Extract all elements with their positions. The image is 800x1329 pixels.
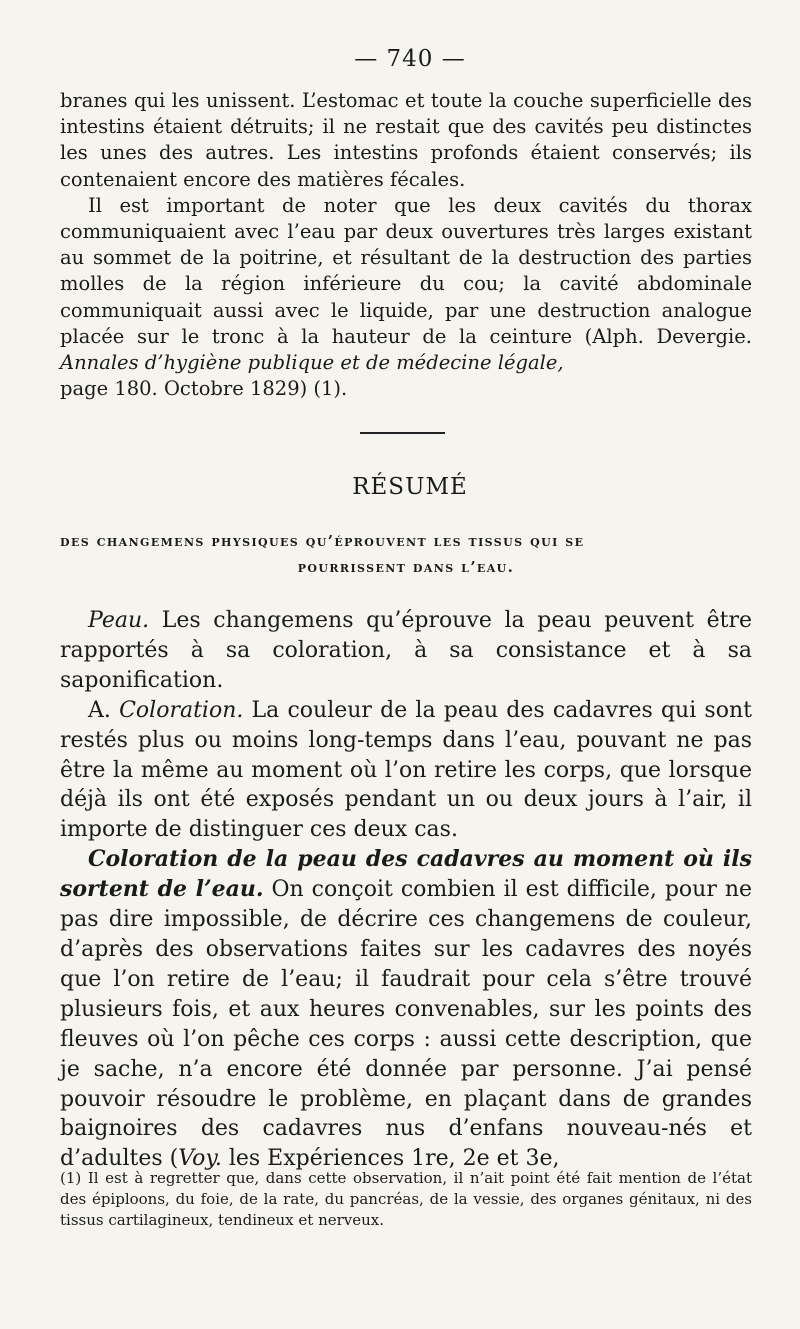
page-number: — 740 — bbox=[354, 46, 466, 72]
paragraph-coloration bbox=[60, 696, 752, 846]
coloration-prefix: A. bbox=[88, 697, 111, 723]
peau-label: Peau. bbox=[88, 608, 150, 633]
coloration-sortie-label: Coloration de la peau des cadavres au moment où ils sortent de l’eau. bbox=[60, 846, 752, 903]
voy-abbrev: Voy. bbox=[178, 1146, 222, 1172]
citation-title: Annales d’hygiène publique et de médecine légale, bbox=[60, 351, 564, 375]
peau-text: Les changemens qu’éprouve la peau peuvent être rapportés à sa coloration, à sa consistance et à sa saponification. bbox=[60, 608, 752, 693]
coloration-label: Coloration. bbox=[119, 697, 244, 723]
coloration-text: La couleur de la peau des cadavres qui sont restés plus ou moins long-temps dans l’eau, pouvant ne pas être la même au moment où l’on retire les corps, que lorsque déjà ils ont été exposés pendant un ou deux jours à l’air, il importe de distinguer ces deux cas. bbox=[60, 697, 752, 843]
section-subtitle-line1: des changemens physiques qu’éprouvent les tissus qui se bbox=[60, 532, 585, 550]
coloration-sortie-text: On conçoit combien il est difficile, pour ne pas dire impossible, de décrire ces changemens de couleur, d’après des observations faites sur les cadavres des noyés que l’on retire de l’eau; il faudrait pour cela s’être trouvé plusieurs fois, et aux heures convenables, sur les points des fleuves où l’on pêche ces corps : aussi cette description, que je sache, n’a encore été donnée par personne. J’ai pensé pouvoir résoudre le problème, en plaçant dans de grandes baignoires des cadavres nus d’enfans nouveau-nés et d’adultes ( bbox=[60, 877, 753, 1172]
top-text-block bbox=[60, 88, 752, 402]
section-title: RÉSUMÉ bbox=[352, 474, 468, 500]
section-divider bbox=[360, 432, 445, 434]
section-subtitle-line2: pourrissent dans l’eau. bbox=[297, 558, 515, 576]
paragraph-peau bbox=[60, 606, 752, 696]
citation-tail: page 180. Octobre 1829) (1). bbox=[60, 377, 348, 401]
paragraph-thorax bbox=[60, 193, 752, 403]
main-text-block bbox=[60, 606, 752, 1174]
paragraph-coloration-sortie bbox=[60, 845, 752, 1174]
section-subtitle bbox=[60, 528, 752, 580]
paragraph-thorax-text: Il est important de noter que les deux cavités du thorax communiquaient avec l’eau par deux ouvertures très larges existant au sommet de la poitrine, et résultant de la destruction des parties molles de la région inférieure du cou; la cavité abdominale communiquait aussi avec le liquide, par une destruction analogue placée sur le tronc à la hauteur de la ceinture (Alph. Devergie. bbox=[60, 193, 752, 348]
coloration-sortie-end: les Expériences 1re, 2e et 3e, bbox=[228, 1146, 560, 1172]
footnote: (1) Il est à regretter que, dans cette observation, il n’ait point été fait mention de l’état des épiploons, du foie, de la rate, du pancréas, de la vessie, des organes génitaux, ni des tissus cartilagineux, tendineux et nerveux. bbox=[60, 1169, 752, 1229]
paragraph-continuation: branes qui les unissent. L’estomac et toute la couche superficielle des intestins étaient détruits; il ne restait que des cavités peu distinctes les unes des autres. Les intestins profonds étaient conservés; ils contenaient encore des matières fécales. bbox=[60, 89, 752, 191]
